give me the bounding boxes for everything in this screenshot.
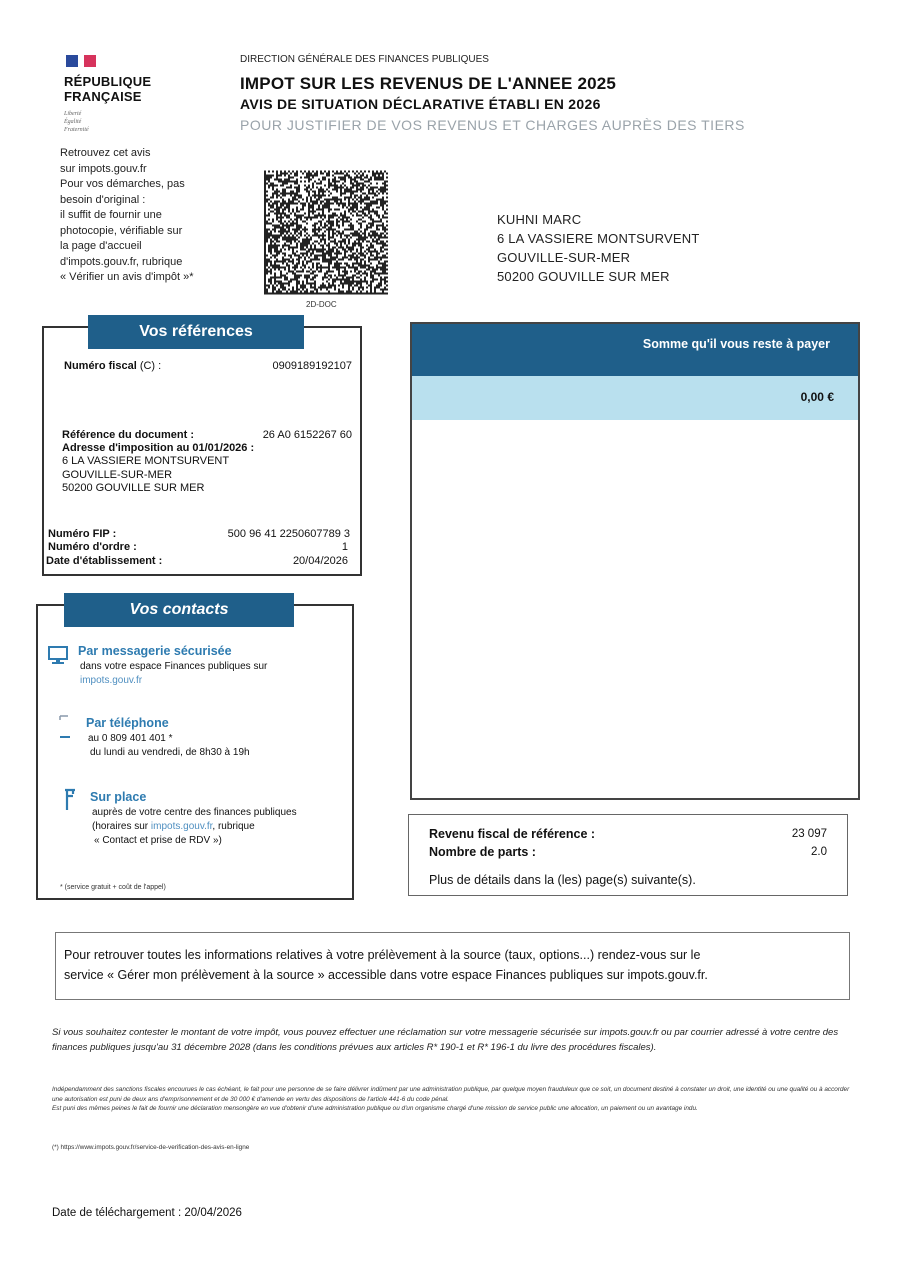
fip-number-value: 500 96 41 2250607789 3 xyxy=(227,528,350,540)
motto-egalite: Égalité xyxy=(64,119,82,125)
references-border xyxy=(42,326,88,328)
2d-doc-qr-code-icon xyxy=(264,170,388,295)
withholding-info-box xyxy=(55,932,850,1000)
reference-income-label: Revenu fiscal de référence : xyxy=(429,827,596,841)
document-title: IMPOT SUR LES REVENUS DE L'ANNEE 2025 xyxy=(240,74,617,93)
motto-fraternite: Fraternité xyxy=(64,127,89,133)
document-purpose: POUR JUSTIFIER DE VOS REVENUS ET CHARGES AUPRÈS DES TIERS xyxy=(240,117,745,133)
legal-notice-paragraph: Indépendamment des sanctions fiscales encourues le cas échéant, le fait pour une personne de se faire délivrer indûment par une administration publique, par quelque moyen frauduleux que ce soit, un document destiné à constater un droit, une identité ou une qualité ou à accorder une autorisation est puni de deux ans d'emprisonnement et de 30 000 € d'amende en vertu des dispositions de l'article 441-6 du code pénal. xyxy=(52,1086,850,1103)
references-border xyxy=(304,326,362,328)
location-pin-icon xyxy=(62,788,78,812)
computer-icon xyxy=(48,646,68,668)
issue-date-label: Date d'établissement : xyxy=(46,555,163,567)
fiscal-number-label xyxy=(64,360,161,372)
contacts-title: Vos contacts xyxy=(64,593,294,627)
document-subtitle: AVIS DE SITUATION DÉCLARATIVE ÉTABLI EN 2026 xyxy=(240,96,601,112)
more-details-text: Plus de détails dans la (les) page(s) suivante(s). xyxy=(429,873,696,887)
fiscal-number-suffix: (C) : xyxy=(139,360,162,372)
fiscal-number-value: 0909189192107 xyxy=(272,360,352,372)
income-summary-box xyxy=(408,814,848,896)
document-reference-label: Référence du document : xyxy=(62,429,195,441)
intro-text xyxy=(60,146,235,286)
recipient-name: KUHNI MARC xyxy=(497,212,582,227)
withholding-info-line: Pour retrouver toutes les informations relatives à votre prélèvement à la source (taux, options...) rendez-vous sur le xyxy=(64,948,701,962)
intro-line: besoin d'original : xyxy=(60,193,146,206)
references-title: Vos références xyxy=(88,315,304,349)
contact-place-title: Sur place xyxy=(90,790,147,804)
recipient-address-line: 6 LA VASSIERE MONTSURVENT xyxy=(497,231,700,246)
intro-line: d'impots.gouv.fr, rubrique xyxy=(60,255,183,268)
tax-shares-value: 2.0 xyxy=(811,846,827,858)
order-number-label: Numéro d'ordre : xyxy=(48,541,137,553)
fip-number-label: Numéro FIP : xyxy=(48,528,117,540)
amount-due-value: 0,00 € xyxy=(800,390,834,404)
phone-icon xyxy=(58,714,72,742)
legal-notice xyxy=(52,1085,852,1114)
recipient-address xyxy=(497,210,699,286)
motto-liberte: Liberté xyxy=(64,111,82,117)
document-reference-value: 26 A0 6152267 60 xyxy=(262,429,352,441)
legal-notice-paragraph: Est puni des mêmes peines le fait de fournir une déclaration mensongère en vue d'obtenir d'une administration publique ou d'un organisme chargé d'une mission de service public une allocation, un paiement ou un avantage indu. xyxy=(52,1105,698,1113)
contact-place-rdv: « Contact et prise de RDV ») xyxy=(94,835,222,846)
recipient-address-line: GOUVILLE-SUR-MER xyxy=(497,250,631,265)
withholding-info-line: service « Gérer mon prélèvement à la source » accessible dans votre espace Finances publiques sur impots.gouv.fr. xyxy=(64,968,708,982)
contact-footnote: * (service gratuit + coût de l'appel) xyxy=(60,884,166,891)
order-number-value: 1 xyxy=(341,541,348,553)
impots-gouv-link[interactable]: impots.gouv.fr xyxy=(80,675,143,686)
tax-address-line: GOUVILLE-SUR-MER xyxy=(62,468,173,481)
contact-telephone-number[interactable]: au 0 809 401 401 * xyxy=(88,733,173,744)
download-date-label: Date de téléchargement : xyxy=(52,1207,182,1219)
contact-telephone-hours: du lundi au vendredi, de 8h30 à 19h xyxy=(90,747,250,758)
download-date xyxy=(52,1207,242,1219)
contact-place-line: auprès de votre centre des finances publiques xyxy=(92,807,297,818)
intro-line: la page d'accueil xyxy=(60,240,142,252)
intro-line: « Vérifier un avis d'impôt »* xyxy=(60,271,194,283)
amount-due-bar xyxy=(412,376,858,420)
intro-line: Pour vos démarches, pas xyxy=(60,178,185,190)
contact-place-text: (horaires sur xyxy=(92,821,151,832)
logo-line1: RÉPUBLIQUE xyxy=(64,74,152,89)
tax-address-line: 6 LA VASSIERE MONTSURVENT xyxy=(62,455,230,467)
intro-line: sur impots.gouv.fr xyxy=(60,162,147,175)
contact-telephone-title: Par téléphone xyxy=(86,716,169,730)
tax-shares-label: Nombre de parts : xyxy=(429,845,536,859)
qr-label: 2D-DOC xyxy=(306,300,337,309)
contacts-border xyxy=(36,604,64,606)
contact-place-text: , rubrique xyxy=(212,821,255,832)
contact-messagerie-line: dans votre espace Finances publiques sur xyxy=(80,661,268,672)
contacts-border xyxy=(294,604,354,606)
fiscal-number-label-text: Numéro fiscal xyxy=(64,360,137,372)
amount-due-label: Somme qu'il vous reste à payer xyxy=(412,324,858,376)
contest-notice: Si vous souhaitez contester le montant de votre impôt, vous pouvez effectuer une réclamation sur votre messagerie sécurisée sur impots.gouv.fr ou par courrier adressé à votre centre des finances publiques jusqu'au 31 décembre 2028 (dans les conditions prévues aux articles R* 190-1 et R* 196-1 du livre des procédures fiscales). xyxy=(52,1027,839,1053)
contact-place-hours xyxy=(92,820,255,834)
recipient-address-line: 50200 GOUVILLE SUR MER xyxy=(497,269,670,284)
reference-income-value: 23 097 xyxy=(791,828,827,840)
intro-line: il suffit de fournir une xyxy=(60,209,162,221)
issue-date-value: 20/04/2026 xyxy=(292,555,348,567)
impots-gouv-link[interactable]: impots.gouv.fr xyxy=(150,821,213,832)
contact-messagerie-title: Par messagerie sécurisée xyxy=(78,644,232,658)
agency-name: DIRECTION GÉNÉRALE DES FINANCES PUBLIQUES xyxy=(240,54,489,65)
intro-line: photocopie, vérifiable sur xyxy=(60,224,183,237)
tax-address-line: 50200 GOUVILLE SUR MER xyxy=(62,482,205,494)
verification-url[interactable]: (*) https://www.impots.gouv.fr/service-de-verification-des-avis-en-ligne xyxy=(52,1144,250,1151)
republique-francaise-flag-icon xyxy=(66,55,104,67)
amount-due-box xyxy=(410,322,860,800)
tax-address xyxy=(62,455,229,496)
download-date-value: 20/04/2026 xyxy=(184,1207,242,1219)
intro-line: Retrouvez cet avis xyxy=(60,147,151,159)
tax-address-label: Adresse d'imposition au 01/01/2026 : xyxy=(62,442,255,454)
republique-motto xyxy=(64,110,89,134)
republique-francaise-logo xyxy=(64,74,151,104)
logo-line2: FRANÇAISE xyxy=(64,89,142,104)
